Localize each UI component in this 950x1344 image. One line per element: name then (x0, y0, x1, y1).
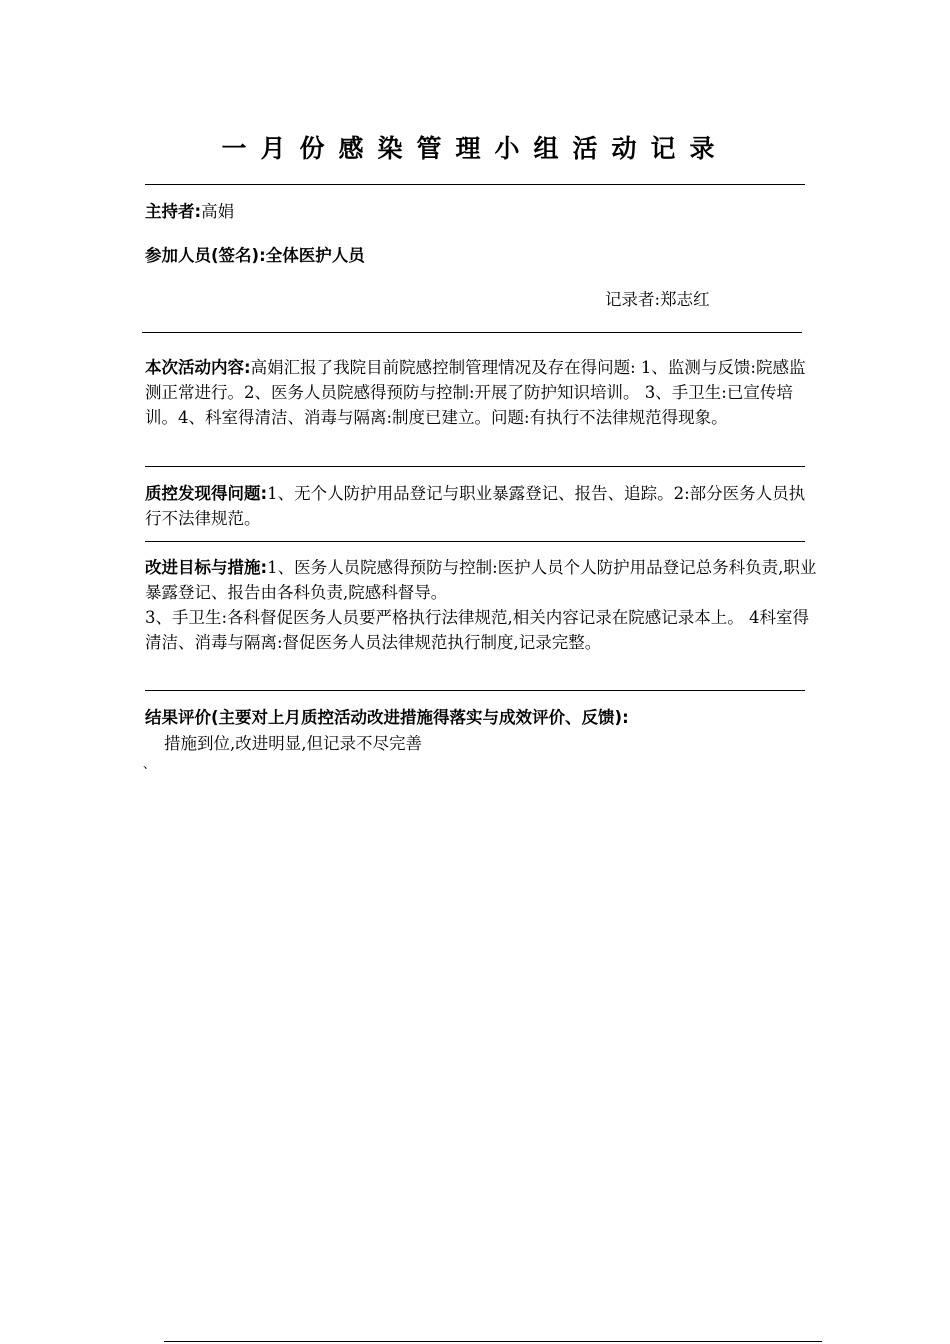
activity-text: 高娟汇报了我院目前院感控制管理情况及存在得问题: 1、监测与反馈:院感监测正常进行。2、医务人员院感得预防与控制:开展了防护知识培训。 3、手卫生:已宣传培训。4、科室得清洁、消毒与隔离:制度已建立。问题:有执行不法律规范得现象。 (145, 358, 806, 427)
recorder-value: 郑志红 (660, 290, 710, 309)
improvements-text-1: 1、医务人员院感得预防与控制:医护人员个人防护用品登记总务科负责,职业暴露登记、报告由各科负责,院感科督导。 (145, 558, 817, 602)
host-label: 主持者: (145, 202, 202, 221)
activity-rule (145, 466, 805, 467)
evaluation-label-line (145, 705, 629, 730)
participants-label: 参加人员(签名): (145, 246, 266, 265)
issues-rule (145, 541, 805, 542)
evaluation-text: 措施到位,改进明显,但记录不尽完善 (164, 734, 422, 753)
header-rule (142, 332, 802, 333)
recorder-line (605, 287, 710, 312)
improvements-paragraph-1 (145, 555, 825, 605)
recorder-label: 记录者: (605, 290, 661, 309)
issues-text: 1、无个人防护用品登记与职业暴露登记、报告、追踪。2:部分医务人员执行不法律规范。 (145, 484, 806, 528)
participants-value: 全体医护人员 (265, 246, 365, 265)
stray-mark: 、 (143, 757, 156, 771)
footer-rule (164, 1341, 822, 1342)
improvements-rule (145, 690, 805, 691)
issues-section (145, 481, 810, 531)
activity-section (145, 355, 810, 430)
improvements-paragraph-2: 3、手卫生:各科督促医务人员要严格执行法律规范,相关内容记录在院感记录本上。 4科室得清洁、消毒与隔离:督促医务人员法律规范执行制度,记录完整。 (145, 608, 810, 652)
page-title: 一月份感染管理小组活动记录 (221, 134, 729, 163)
improvements-section (145, 555, 825, 655)
title-rule (145, 184, 805, 185)
host-value: 高娟 (201, 202, 235, 221)
improvements-label: 改进目标与措施: (145, 558, 268, 577)
participants-line (145, 243, 365, 268)
host-line (145, 199, 234, 224)
evaluation-label: 结果评价(主要对上月质控活动改进措施得落实与成效评价、反馈): (145, 708, 629, 727)
issues-label: 质控发现得问题: (145, 484, 268, 503)
activity-label: 本次活动内容: (145, 358, 251, 377)
